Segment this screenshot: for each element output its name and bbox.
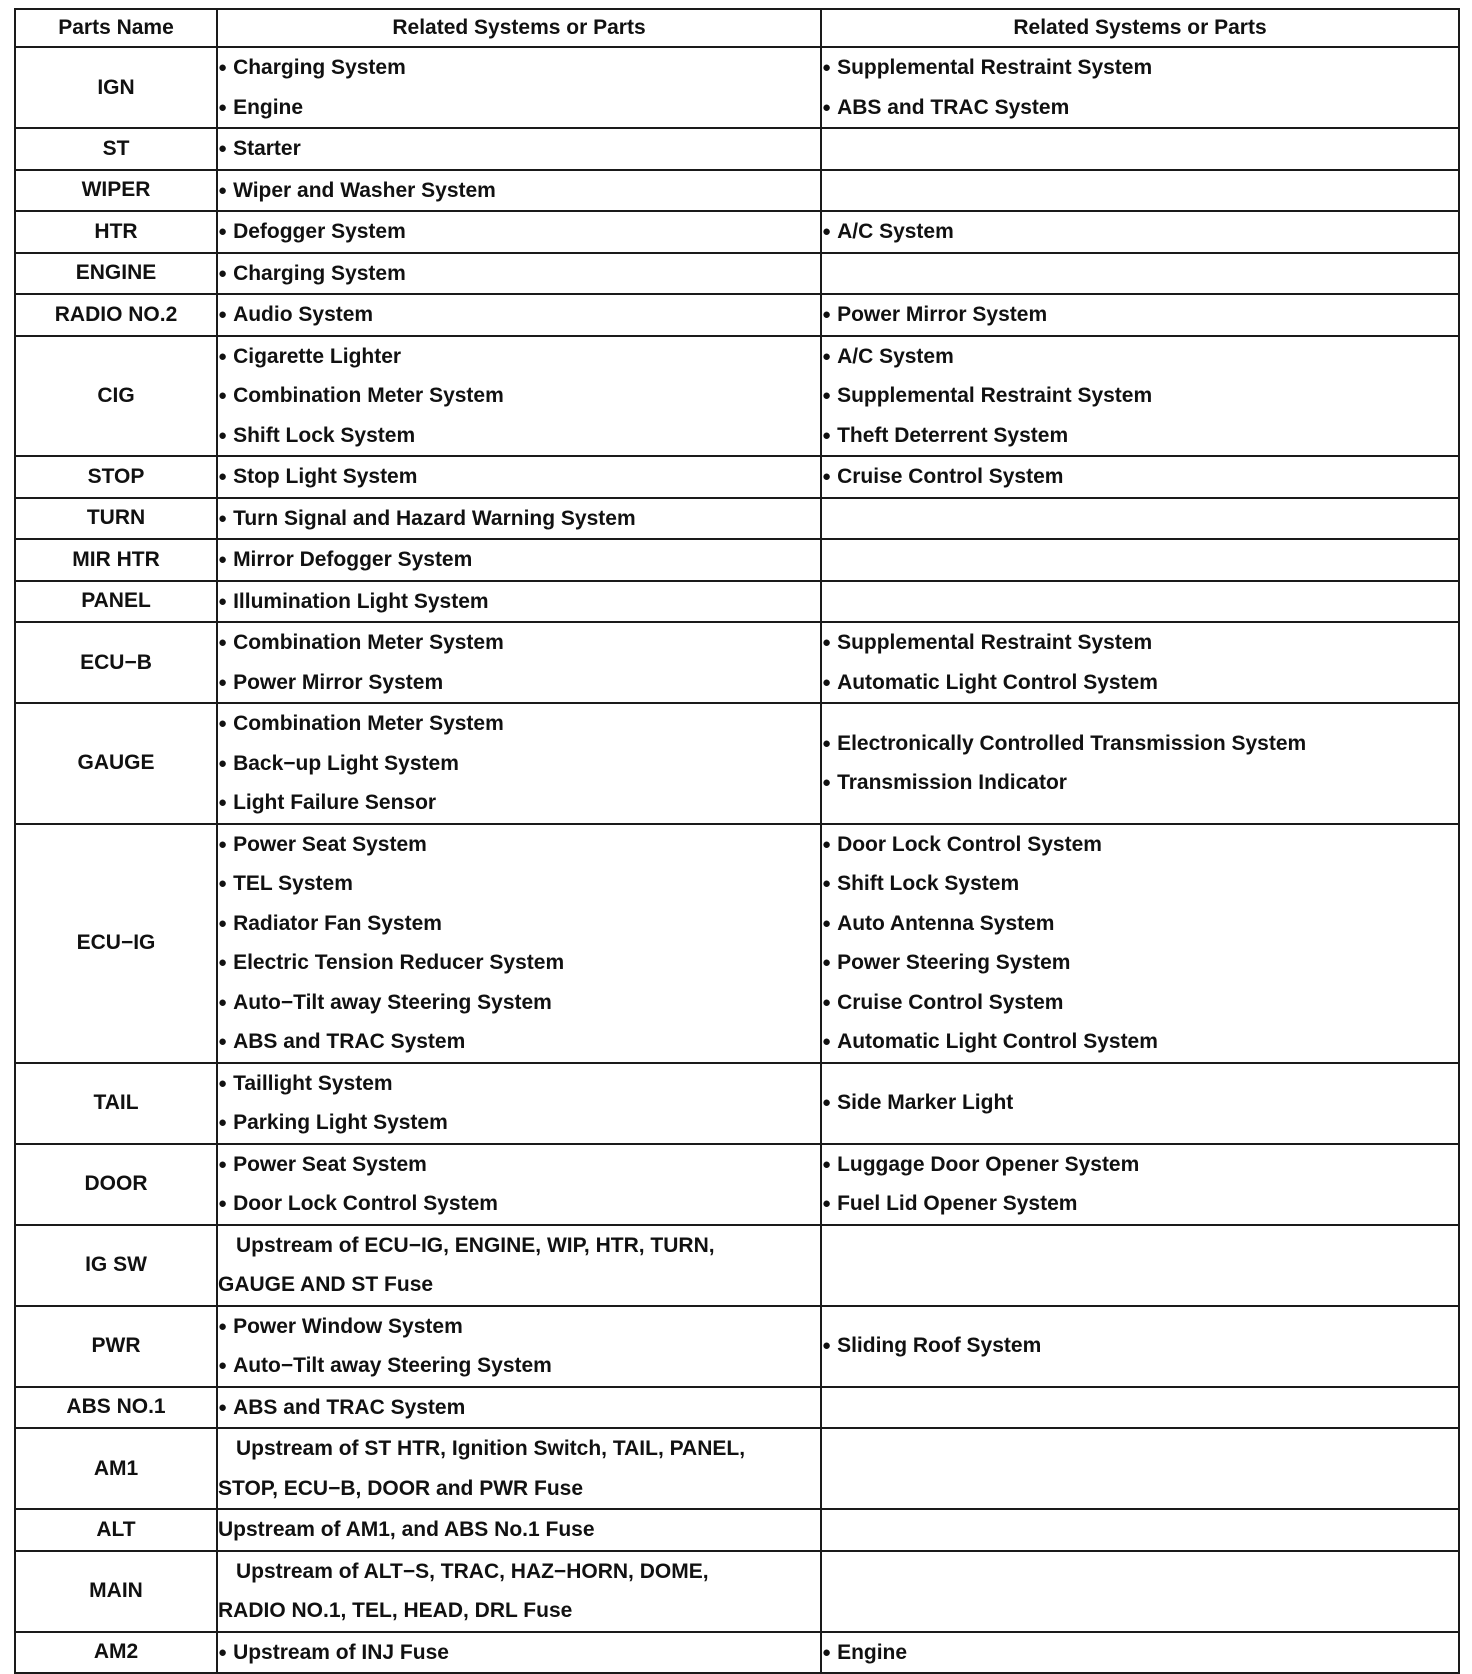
related-systems-cell-1 (217, 1225, 821, 1306)
related-system-item: STOP, ECU−B, DOOR and PWR Fuse (218, 1476, 584, 1500)
related-systems-cell-1 (217, 253, 821, 295)
related-systems-cell-2 (821, 253, 1459, 295)
table-body (15, 47, 1459, 1673)
related-systems-cell-1 (217, 128, 821, 170)
related-system-item: ● Power Seat System (218, 1145, 820, 1185)
related-system-item: ● Door Lock Control System (218, 1184, 820, 1224)
related-system-item: ● Electric Tension Reducer System (218, 943, 820, 983)
table-row (15, 1632, 1459, 1674)
parts-name-cell: STOP (15, 456, 217, 498)
table-row (15, 1551, 1459, 1632)
parts-name-cell: IG SW (15, 1225, 217, 1306)
related-system-item: ● Theft Deterrent System (822, 416, 1458, 456)
related-system-item: ● Shift Lock System (218, 416, 820, 456)
related-system-item: Upstream of ALT−S, TRAC, HAZ−HORN, DOME, (236, 1559, 709, 1583)
related-systems-cell-1 (217, 539, 821, 581)
related-system-item: ● ABS and TRAC System (822, 88, 1458, 128)
parts-name-cell: IGN (15, 47, 217, 128)
table-row (15, 1509, 1459, 1551)
parts-name-cell: MIR HTR (15, 539, 217, 581)
related-systems-cell-1 (217, 1144, 821, 1225)
related-system-item: ● Engine (822, 1633, 1458, 1673)
related-systems-cell-2 (821, 1509, 1459, 1551)
related-systems-cell-2 (821, 294, 1459, 336)
parts-name-cell: ABS NO.1 (15, 1387, 217, 1429)
parts-name-cell: ECU−IG (15, 824, 217, 1063)
related-system-item: ● Cruise Control System (822, 457, 1458, 497)
related-system-item: ● Sliding Roof System (822, 1326, 1458, 1366)
related-systems-cell-2 (821, 1144, 1459, 1225)
related-system-item: ● Wiper and Washer System (218, 171, 820, 211)
table-row (15, 336, 1459, 457)
table-row (15, 456, 1459, 498)
related-system-item: ● Combination Meter System (218, 623, 820, 663)
related-system-item: ● Turn Signal and Hazard Warning System (218, 499, 820, 539)
related-system-item: ● Power Mirror System (218, 663, 820, 703)
related-systems-cell-2 (821, 622, 1459, 703)
related-systems-cell-1 (217, 824, 821, 1063)
fuse-table-container (14, 8, 1460, 1674)
related-systems-cell-2 (821, 824, 1459, 1063)
header-parts-name: Parts Name (15, 9, 217, 47)
related-system-item: ● Power Window System (218, 1307, 820, 1347)
table-row (15, 253, 1459, 295)
parts-name-cell: ALT (15, 1509, 217, 1551)
related-system-item: ● Charging System (218, 48, 820, 88)
related-systems-cell-1 (217, 1063, 821, 1144)
related-system-item: ● Supplemental Restraint System (822, 48, 1458, 88)
related-system-item: ● Luggage Door Opener System (822, 1145, 1458, 1185)
related-system-item: Upstream of ECU−IG, ENGINE, WIP, HTR, TURN, (236, 1233, 715, 1257)
parts-name-cell: ECU−B (15, 622, 217, 703)
table-row (15, 294, 1459, 336)
related-system-item: ● Audio System (218, 295, 820, 335)
related-systems-cell-2 (821, 336, 1459, 457)
table-row (15, 47, 1459, 128)
related-system-item: ● Power Mirror System (822, 295, 1458, 335)
table-row (15, 1306, 1459, 1387)
related-systems-cell-2 (821, 1306, 1459, 1387)
related-systems-cell-2 (821, 1063, 1459, 1144)
table-row (15, 539, 1459, 581)
related-systems-cell-2 (821, 1225, 1459, 1306)
related-system-item: ● Taillight System (218, 1064, 820, 1104)
parts-name-cell: AM1 (15, 1428, 217, 1509)
related-systems-cell-1 (217, 1306, 821, 1387)
table-row (15, 581, 1459, 623)
related-system-item: ● ABS and TRAC System (218, 1022, 820, 1062)
related-system-item: ● Power Steering System (822, 943, 1458, 983)
related-systems-cell-1 (217, 703, 821, 824)
table-row (15, 824, 1459, 1063)
related-systems-cell-1 (217, 498, 821, 540)
related-systems-cell-2 (821, 211, 1459, 253)
related-systems-cell-1 (217, 456, 821, 498)
table-row (15, 170, 1459, 212)
header-row (15, 9, 1459, 47)
related-systems-cell-1 (217, 1509, 821, 1551)
parts-name-cell: DOOR (15, 1144, 217, 1225)
related-system-item: ● TEL System (218, 864, 820, 904)
related-systems-cell-1 (217, 1551, 821, 1632)
table-row (15, 703, 1459, 824)
related-systems-cell-2 (821, 47, 1459, 128)
related-system-item: ● Supplemental Restraint System (822, 623, 1458, 663)
table-row (15, 1144, 1459, 1225)
related-system-item: ● Auto Antenna System (822, 904, 1458, 944)
parts-name-cell: WIPER (15, 170, 217, 212)
related-system-item: ● Combination Meter System (218, 704, 820, 744)
related-systems-cell-2 (821, 1428, 1459, 1509)
parts-name-cell: ST (15, 128, 217, 170)
parts-name-cell: HTR (15, 211, 217, 253)
parts-name-cell: TURN (15, 498, 217, 540)
related-system-item: ● A/C System (822, 337, 1458, 377)
related-system-item: ● Door Lock Control System (822, 825, 1458, 865)
related-systems-cell-2 (821, 703, 1459, 824)
related-systems-cell-2 (821, 498, 1459, 540)
related-systems-cell-2 (821, 581, 1459, 623)
header-related-2: Related Systems or Parts (821, 9, 1459, 47)
related-system-item: ● Electronically Controlled Transmission System (822, 724, 1458, 764)
parts-name-cell: CIG (15, 336, 217, 457)
related-systems-cell-2 (821, 456, 1459, 498)
table-row (15, 622, 1459, 703)
parts-name-cell: TAIL (15, 1063, 217, 1144)
table-row (15, 1225, 1459, 1306)
related-systems-cell-1 (217, 581, 821, 623)
related-system-item: ● Defogger System (218, 212, 820, 252)
related-system-item: ● A/C System (822, 212, 1458, 252)
related-system-item: ● Radiator Fan System (218, 904, 820, 944)
table-row (15, 1063, 1459, 1144)
related-system-item: ● Illumination Light System (218, 582, 820, 622)
related-systems-cell-1 (217, 211, 821, 253)
related-systems-cell-1 (217, 1428, 821, 1509)
related-systems-cell-2 (821, 1387, 1459, 1429)
related-systems-cell-2 (821, 1632, 1459, 1674)
related-system-item: ● Side Marker Light (822, 1083, 1458, 1123)
table-row (15, 128, 1459, 170)
related-system-item: ● Automatic Light Control System (822, 663, 1458, 703)
related-systems-cell-1 (217, 336, 821, 457)
related-system-item: GAUGE AND ST Fuse (218, 1273, 434, 1296)
table-row (15, 1428, 1459, 1509)
table-row (15, 1387, 1459, 1429)
related-system-item: ● Stop Light System (218, 457, 820, 497)
parts-name-cell: ENGINE (15, 253, 217, 295)
related-system-item: ● Auto−Tilt away Steering System (218, 983, 820, 1023)
related-systems-cell-1 (217, 47, 821, 128)
related-system-item: Upstream of ST HTR, Ignition Switch, TAIL, PANEL, (236, 1437, 746, 1460)
related-systems-cell-2 (821, 1551, 1459, 1632)
fuse-relation-table (14, 8, 1460, 1674)
related-systems-cell-2 (821, 539, 1459, 581)
related-system-item: ● Parking Light System (218, 1103, 820, 1143)
parts-name-cell: AM2 (15, 1632, 217, 1674)
parts-name-cell: MAIN (15, 1551, 217, 1632)
related-systems-cell-1 (217, 170, 821, 212)
parts-name-cell: RADIO NO.2 (15, 294, 217, 336)
related-system-item: ● Transmission Indicator (822, 763, 1458, 803)
related-system-item: ● Starter (218, 129, 820, 169)
related-systems-cell-1 (217, 294, 821, 336)
header-related-1: Related Systems or Parts (217, 9, 821, 47)
related-system-item: ● Automatic Light Control System (822, 1022, 1458, 1062)
related-system-item: ● Charging System (218, 254, 820, 294)
related-system-item: ● Power Seat System (218, 825, 820, 865)
parts-name-cell: PWR (15, 1306, 217, 1387)
related-system-item: Upstream of AM1, and ABS No.1 Fuse (218, 1518, 595, 1541)
related-system-item: RADIO NO.1, TEL, HEAD, DRL Fuse (218, 1599, 573, 1622)
related-system-item: ● ABS and TRAC System (218, 1388, 820, 1428)
related-systems-cell-1 (217, 1632, 821, 1674)
parts-name-cell: PANEL (15, 581, 217, 623)
table-row (15, 498, 1459, 540)
related-system-item: ● Engine (218, 88, 820, 128)
related-system-item: ● Cigarette Lighter (218, 337, 820, 377)
related-system-item: ● Upstream of INJ Fuse (218, 1633, 820, 1673)
related-system-item: ● Supplemental Restraint System (822, 376, 1458, 416)
related-systems-cell-1 (217, 622, 821, 703)
related-systems-cell-1 (217, 1387, 821, 1429)
related-system-item: ● Mirror Defogger System (218, 540, 820, 580)
related-system-item: ● Light Failure Sensor (218, 783, 820, 823)
related-system-item: ● Fuel Lid Opener System (822, 1184, 1458, 1224)
related-system-item: ● Back−up Light System (218, 744, 820, 784)
parts-name-cell: GAUGE (15, 703, 217, 824)
related-system-item: ● Shift Lock System (822, 864, 1458, 904)
table-row (15, 211, 1459, 253)
related-system-item: ● Combination Meter System (218, 376, 820, 416)
related-system-item: ● Auto−Tilt away Steering System (218, 1346, 820, 1386)
related-system-item: ● Cruise Control System (822, 983, 1458, 1023)
related-systems-cell-2 (821, 128, 1459, 170)
related-systems-cell-2 (821, 170, 1459, 212)
